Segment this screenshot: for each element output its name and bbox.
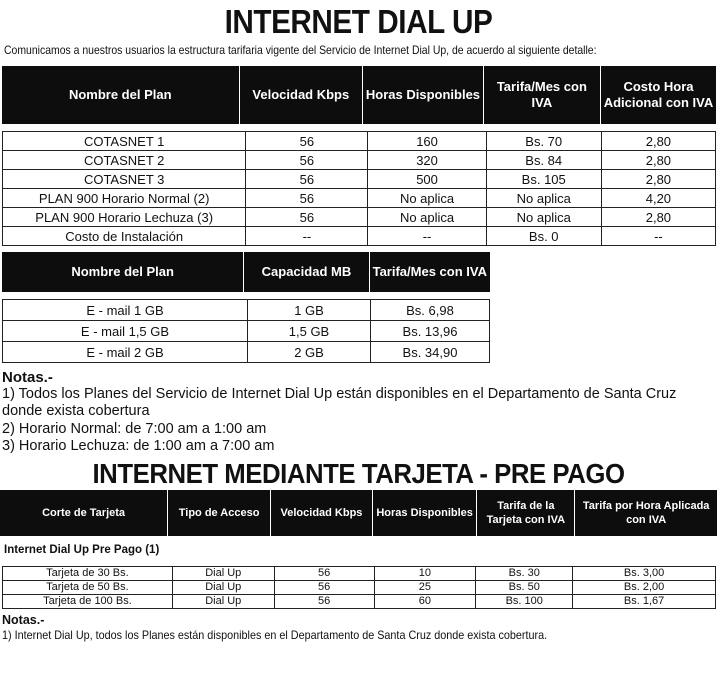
cell: Bs. 50 <box>476 581 573 595</box>
plans-table-header <box>2 66 716 124</box>
cell: 10 <box>374 567 476 581</box>
cell: E - mail 1 GB <box>3 300 248 321</box>
notes-heading: Notas.- <box>2 369 53 386</box>
cell: COTASNET 2 <box>3 151 246 170</box>
cell: 2 GB <box>248 342 371 363</box>
prepaid-table <box>2 566 716 609</box>
col-card: Corte de Tarjeta <box>0 490 168 536</box>
cell: Bs. 13,96 <box>371 321 490 342</box>
table-row <box>3 342 490 363</box>
col-hourly-rate: Tarifa por Hora Aplicada con IVA <box>575 490 717 536</box>
table-row <box>3 151 716 170</box>
col-speed: Velocidad Kbps <box>239 66 363 124</box>
table-row <box>3 581 716 595</box>
cell: Bs. 34,90 <box>371 342 490 363</box>
table-row <box>3 300 490 321</box>
cell: COTASNET 1 <box>3 132 246 151</box>
table-row <box>3 189 716 208</box>
cell: Dial Up <box>172 595 274 609</box>
table-row <box>3 170 716 189</box>
cell: 60 <box>374 595 476 609</box>
table-row <box>3 595 716 609</box>
col-monthly-rate: Tarifa/Mes con IVA <box>483 66 600 124</box>
cell: 4,20 <box>601 189 715 208</box>
cell: Tarjeta de 50 Bs. <box>3 581 173 595</box>
note-item: 1) Internet Dial Up, todos los Planes están disponibles en el Departamento de Santa Cruz donde exista cobertura. <box>2 628 548 642</box>
table-row <box>3 567 716 581</box>
table-row <box>3 132 716 151</box>
col-plan-name: Nombre del Plan <box>2 66 239 124</box>
cell: No aplica <box>486 189 601 208</box>
cell: 2,80 <box>601 132 715 151</box>
col-monthly-rate: Tarifa/Mes con IVA <box>369 252 490 292</box>
col-plan-name: Nombre del Plan <box>2 252 244 292</box>
cell: 56 <box>246 132 368 151</box>
col-speed: Velocidad Kbps <box>271 490 373 536</box>
plans-table <box>2 131 716 246</box>
cell: 56 <box>274 567 374 581</box>
cell: Bs. 84 <box>486 151 601 170</box>
cell: Bs. 100 <box>476 595 573 609</box>
cell: Bs. 6,98 <box>371 300 490 321</box>
col-extra-hour-cost: Costo Hora Adicional con IVA <box>600 66 716 124</box>
email-table-header <box>2 252 490 292</box>
cell: 56 <box>274 581 374 595</box>
table-row <box>3 321 490 342</box>
table-row <box>3 227 716 246</box>
cell: Dial Up <box>172 567 274 581</box>
email-table <box>2 299 490 363</box>
table-row <box>3 208 716 227</box>
col-capacity: Capacidad MB <box>244 252 369 292</box>
prepaid-table-header <box>0 490 717 536</box>
cell: 1,5 GB <box>248 321 371 342</box>
cell: 56 <box>246 208 368 227</box>
cell: E - mail 2 GB <box>3 342 248 363</box>
cell: -- <box>246 227 368 246</box>
cell: 500 <box>368 170 486 189</box>
cell: No aplica <box>368 189 486 208</box>
col-card-rate: Tarifa de la Tarjeta con IVA <box>477 490 575 536</box>
cell: 2,80 <box>601 170 715 189</box>
cell: Bs. 2,00 <box>573 581 716 595</box>
col-hours: Horas Disponibles <box>372 490 476 536</box>
main-title: INTERNET DIAL UP <box>224 3 493 40</box>
cell: COTASNET 3 <box>3 170 246 189</box>
cell: Bs. 1,67 <box>573 595 716 609</box>
cell: Tarjeta de 100 Bs. <box>3 595 173 609</box>
cell: Bs. 3,00 <box>573 567 716 581</box>
cell: Bs. 105 <box>486 170 601 189</box>
cell: Tarjeta de 30 Bs. <box>3 567 173 581</box>
cell: 1 GB <box>248 300 371 321</box>
col-access-type: Tipo de Acceso <box>168 490 271 536</box>
note-item: 2) Horario Normal: de 7:00 am a 1:00 am <box>2 421 267 437</box>
cell: 320 <box>368 151 486 170</box>
section-title: INTERNET MEDIANTE TARJETA - PRE PAGO <box>92 458 625 489</box>
cell: 56 <box>246 189 368 208</box>
cell: 160 <box>368 132 486 151</box>
cell: No aplica <box>486 208 601 227</box>
cell: 56 <box>274 595 374 609</box>
section-subtitle: Internet Dial Up Pre Pago (1) <box>4 544 160 556</box>
cell: 56 <box>246 170 368 189</box>
note-item: 1) Todos los Planes del Servicio de Internet Dial Up están disponibles en el Departamento de Santa Cruz donde exista cobertura <box>2 386 677 419</box>
note-item: 3) Horario Lechuza: de 1:00 am a 7:00 am <box>2 438 275 454</box>
cell: Bs. 30 <box>476 567 573 581</box>
cell: Bs. 70 <box>486 132 601 151</box>
cell: PLAN 900 Horario Lechuza (3) <box>3 208 246 227</box>
cell: 25 <box>374 581 476 595</box>
cell: PLAN 900 Horario Normal (2) <box>3 189 246 208</box>
intro-text: Comunicamos a nuestros usuarios la estructura tarifaria vigente del Servicio de Internet Dial Up, de acuerdo al siguiente detalle: <box>4 43 597 57</box>
cell: No aplica <box>368 208 486 227</box>
cell: 56 <box>246 151 368 170</box>
col-hours: Horas Disponibles <box>363 66 484 124</box>
notes-heading: Notas.- <box>2 613 45 627</box>
cell: Costo de Instalación <box>3 227 246 246</box>
cell: -- <box>601 227 715 246</box>
cell: Dial Up <box>172 581 274 595</box>
cell: Bs. 0 <box>486 227 601 246</box>
cell: E - mail 1,5 GB <box>3 321 248 342</box>
cell: 2,80 <box>601 208 715 227</box>
cell: 2,80 <box>601 151 715 170</box>
cell: -- <box>368 227 486 246</box>
